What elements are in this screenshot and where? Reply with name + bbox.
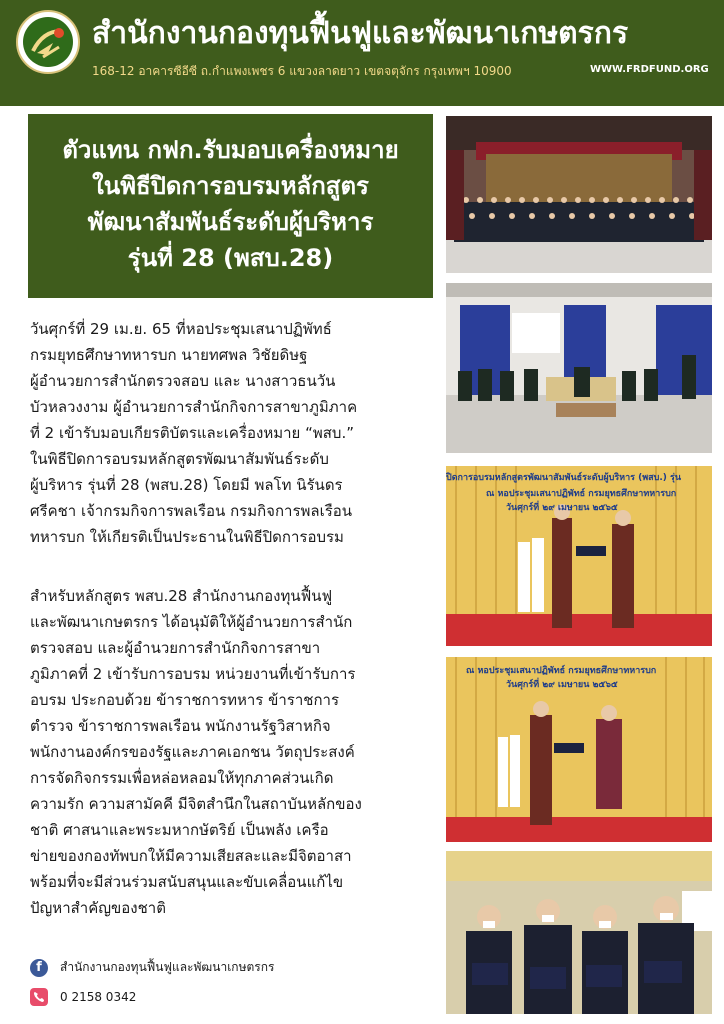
paragraph-line: ความรัก ความสามัคคี มีจิตสำนึกในสถาบันหลักของ	[30, 795, 362, 813]
paragraph-line: พร้อมที่จะมีส่วนร่วมสนับสนุนและขับเคลื่อนแก้ไข	[30, 873, 344, 891]
org-title: สำนักงานกองทุนฟื้นฟูและพัฒนาเกษตรกร	[92, 16, 629, 51]
headline-line: รุ่นที่ 28 (พสบ.28)	[127, 244, 334, 272]
photo-banner-text: ปิดการอบรมหลักสูตรพัฒนาสัมพันธ์ระดับผู้บริหาร (พสบ.) รุ่น	[446, 473, 682, 483]
paragraph-line: กรมยุทธศึกษาทหารบก นายทศพล วิชัยดิษฐ	[30, 346, 308, 364]
paragraph-line: ที่ 2 เข้ารับมอบเกียรติบัตรและเครื่องหมาย “พสบ.”	[30, 424, 354, 442]
paragraph-line: ผู้อำนวยการสำนักตรวจสอบ และ นางสาวธนวัน	[30, 372, 336, 390]
phone-icon	[30, 988, 48, 1006]
org-address: 168-12 อาคารซีอีซี ถ.กำแพงเพชร 6 แขวงลาดยาว เขตจตุจักร กรุงเทพฯ 10900	[92, 64, 512, 78]
headline-line: พัฒนาสัมพันธ์ระดับผู้บริหาร	[87, 208, 374, 236]
photo-certificate-ceremony-1	[446, 466, 712, 646]
headline-line: ตัวแทน กฟก.รับมอบเครื่องหมาย	[62, 136, 399, 164]
photo-representatives	[446, 851, 712, 1014]
paragraph-line: ข่ายของกองทัพบกให้มีความเสียสละและมีจิตอาสา	[30, 847, 352, 865]
photo-seated-officials	[446, 283, 712, 453]
paragraph-line: ศรีคชา เจ้ากรมกิจการพลเรือน กรมกิจการพลเรือน	[30, 502, 353, 520]
paragraph-line: ผู้บริหาร รุ่นที่ 28 (พสบ.28) โดยมี พลโท นิรันดร	[30, 476, 343, 494]
facebook-icon: f	[30, 959, 48, 977]
body-paragraph-2	[30, 583, 430, 921]
photo-hall-text: ณ หอประชุมเสนาปฏิพัทธ์ กรมยุทธศึกษาทหารบก	[486, 489, 677, 499]
photo-date-text: วันศุกร์ที่ ๒๙ เมษายน ๒๕๖๕	[506, 503, 618, 513]
paragraph-line: ชาติ ศาสนาและพระมหากษัตริย์ เป็นพลัง เครือ	[30, 821, 329, 839]
paragraph-line: และพัฒนาเกษตรกร ได้อนุมัติให้ผู้อำนวยการสำนัก	[30, 613, 353, 631]
paragraph-line: วันศุกร์ที่ 29 เม.ย. 65 ที่หอประชุมเสนาปฏิพัทธ์	[30, 320, 332, 338]
photo-certificate-ceremony-2	[446, 657, 712, 842]
paragraph-line: บัวหลวงงาม ผู้อำนวยการสำนักกิจการสาขาภูมิภาค	[30, 398, 358, 416]
paragraph-line: ภูมิภาคที่ 2 เข้ารับการอบรม หน่วยงานที่เข้ารับการ	[30, 665, 356, 683]
news-headline	[28, 114, 433, 298]
frdfund-logo-icon	[16, 10, 80, 74]
paragraph-line: ตรวจสอบ และผู้อำนวยการสำนักกิจการสาขา	[30, 639, 321, 657]
paragraph-line: สำหรับหลักสูตร พสบ.28 สำนักงานกองทุนฟื้นฟู	[30, 587, 333, 605]
paragraph-line: ในพิธีปิดการอบรมหลักสูตรพัฒนาสัมพันธ์ระดับ	[30, 450, 329, 468]
phone-contact[interactable]	[30, 988, 136, 1006]
facebook-contact[interactable]	[30, 958, 274, 977]
paragraph-line: พนักงานองค์กรของรัฐและภาคเอกชน วัตถุประสงค์	[30, 743, 355, 761]
paragraph-line: ทหารบก ให้เกียรติเป็นประธานในพิธีปิดการอบรม	[30, 528, 344, 546]
photo-group-stage	[446, 116, 712, 273]
paragraph-line: การจัดกิจกรรมเพื่อหล่อหลอมให้ทุกภาคส่วนเกิด	[30, 769, 334, 787]
photo-hall-text: ณ หอประชุมเสนาปฏิพัทธ์ กรมยุทธศึกษาทหารบก	[466, 666, 657, 676]
org-website-link[interactable]: WWW.FRDFUND.ORG	[590, 64, 709, 75]
page-header	[0, 0, 724, 106]
paragraph-line: ปัญหาสำคัญของชาติ	[30, 899, 166, 917]
body-paragraph-1	[30, 316, 430, 550]
photo-date-text: วันศุกร์ที่ ๒๙ เมษายน ๒๕๖๕	[506, 680, 618, 690]
headline-line: ในพิธีปิดการอบรมหลักสูตร	[92, 172, 369, 200]
phone-label[interactable]: 0 2158 0342	[60, 990, 137, 1004]
paragraph-line: อบรม ประกอบด้วย ข้าราชการทหาร ข้าราชการ	[30, 691, 340, 709]
facebook-label[interactable]: สำนักงานกองทุนฟื้นฟูและพัฒนาเกษตรกร	[60, 960, 275, 974]
paragraph-line: ตำรวจ ข้าราชการพลเรือน พนักงานรัฐวิสาหกิจ	[30, 717, 331, 735]
